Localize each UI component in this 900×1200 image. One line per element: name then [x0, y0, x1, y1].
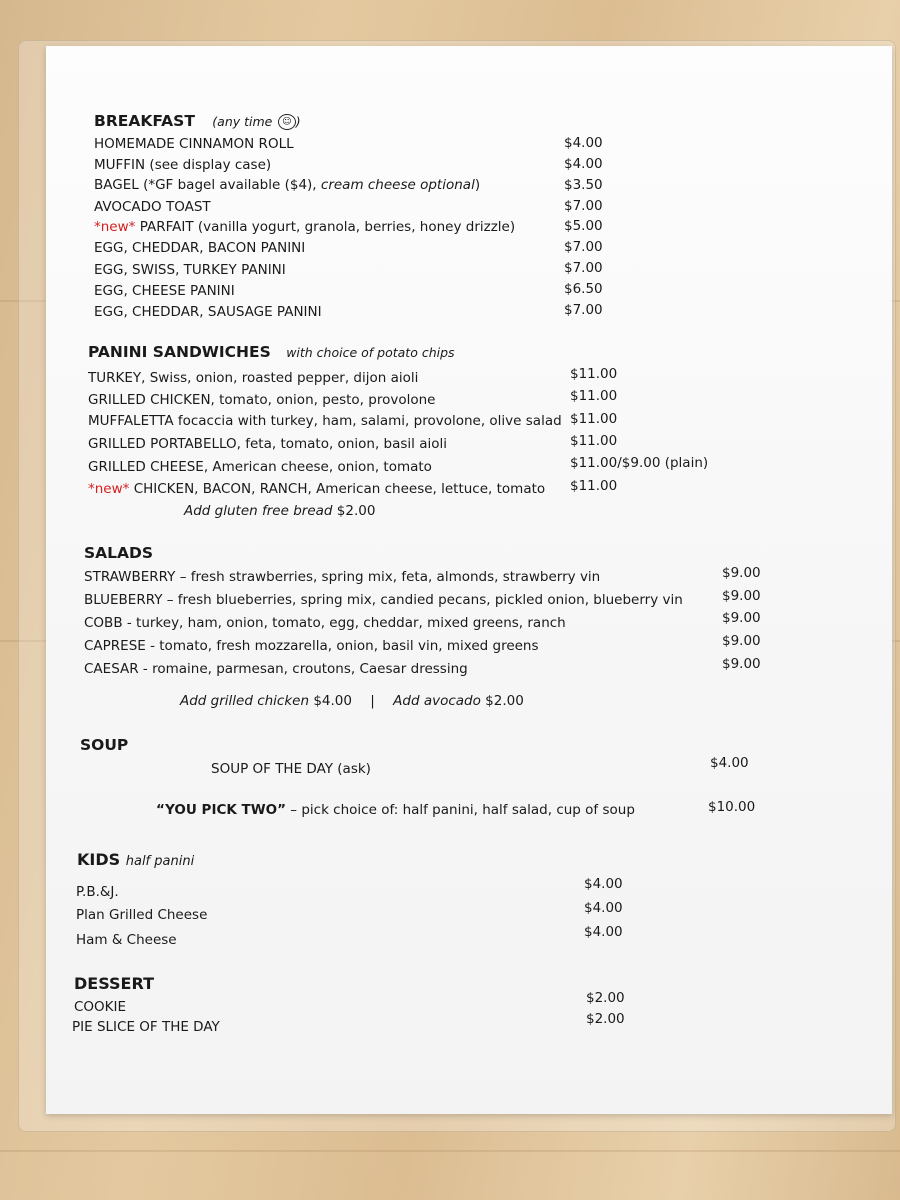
- panini-price: $11.00/$9.00 (plain): [570, 455, 709, 471]
- breakfast-item: BAGEL (*GF bagel available ($4), cream cheese optional): [94, 177, 481, 193]
- breakfast-item: EGG, CHEDDAR, BACON PANINI: [94, 240, 306, 256]
- kids-heading: [77, 850, 194, 869]
- breakfast-item: AVOCADO TOAST: [94, 199, 211, 215]
- panini-price: $11.00: [570, 388, 618, 404]
- breakfast-item: EGG, CHEESE PANINI: [94, 283, 235, 299]
- breakfast-item: HOMEMADE CINNAMON ROLL: [94, 136, 294, 152]
- salad-price: $9.00: [722, 565, 761, 581]
- panini-item: GRILLED CHEESE, American cheese, onion, tomato: [88, 459, 432, 475]
- panini-price: $11.00: [570, 366, 618, 382]
- kids-note: half panini: [125, 854, 195, 869]
- salads-heading: [84, 544, 153, 562]
- breakfast-heading: [94, 112, 301, 130]
- salad-price: $9.00: [722, 610, 761, 626]
- breakfast-price: $6.50: [564, 281, 603, 297]
- salad-price: $9.00: [722, 633, 761, 649]
- kids-price: $4.00: [584, 924, 623, 940]
- new-badge: *new*: [94, 219, 136, 235]
- breakfast-item: *new* PARFAIT (vanilla yogurt, granola, berries, honey drizzle): [94, 219, 516, 235]
- panini-price: $11.00: [570, 433, 618, 449]
- breakfast-note: (any time: [212, 114, 273, 129]
- kids-title: KIDS: [77, 850, 121, 869]
- panini-price: $11.00: [570, 411, 618, 427]
- breakfast-title: BREAKFAST: [94, 112, 195, 130]
- panini-item: MUFFALETTA focaccia with turkey, ham, salami, provolone, olive salad: [88, 413, 562, 429]
- kids-item: Plan Grilled Cheese: [76, 907, 208, 923]
- soup-price: $4.00: [710, 755, 749, 771]
- panini-addon: Add gluten free bread $2.00: [184, 503, 376, 519]
- combo-price: $10.00: [708, 799, 756, 815]
- new-badge: *new*: [88, 481, 130, 497]
- breakfast-item: MUFFIN (see display case): [94, 157, 272, 173]
- salads-title: SALADS: [84, 544, 154, 562]
- panini-item: TURKEY, Swiss, onion, roasted pepper, dijon aioli: [88, 370, 419, 386]
- breakfast-price: $7.00: [564, 260, 603, 276]
- panini-item: *new* CHICKEN, BACON, RANCH, American cheese, lettuce, tomato: [88, 481, 546, 497]
- panini-price: $11.00: [570, 478, 618, 494]
- breakfast-price: $4.00: [564, 135, 603, 151]
- panini-note: with choice of potato chips: [286, 345, 455, 360]
- salad-price: $9.00: [722, 588, 761, 604]
- breakfast-price: $7.00: [564, 239, 603, 255]
- breakfast-price: $4.00: [564, 156, 603, 172]
- salad-price: $9.00: [722, 656, 761, 672]
- soup-heading: [80, 736, 128, 754]
- menu-sheet: [46, 46, 892, 1114]
- kids-price: $4.00: [584, 900, 623, 916]
- breakfast-price: $7.00: [564, 302, 603, 318]
- dessert-item: PIE SLICE OF THE DAY: [72, 1019, 220, 1035]
- dessert-item: COOKIE: [74, 999, 127, 1015]
- combo-item: “YOU PICK TWO” – pick choice of: half panini, half salad, cup of soup: [156, 802, 635, 818]
- breakfast-price: $7.00: [564, 198, 603, 214]
- panini-title: PANINI SANDWICHES: [88, 343, 271, 361]
- soup-title: SOUP: [80, 736, 129, 754]
- breakfast-price: $5.00: [564, 218, 603, 234]
- salad-item: BLUEBERRY – fresh blueberries, spring mix, candied pecans, pickled onion, blueberry vin: [84, 592, 683, 608]
- kids-item: P.B.&J.: [76, 884, 119, 900]
- dessert-title: DESSERT: [74, 974, 154, 993]
- salad-item: STRAWBERRY – fresh strawberries, spring mix, feta, almonds, strawberry vin: [84, 569, 601, 585]
- salad-addons: Add grilled chicken $4.00 | Add avocado $2.00: [180, 693, 524, 709]
- breakfast-note-close: ): [295, 114, 301, 129]
- dessert-price: $2.00: [586, 990, 625, 1006]
- kids-price: $4.00: [584, 876, 623, 892]
- breakfast-price: $3.50: [564, 177, 603, 193]
- salad-item: CAESAR - romaine, parmesan, croutons, Caesar dressing: [84, 661, 468, 677]
- panini-item: GRILLED CHICKEN, tomato, onion, pesto, provolone: [88, 392, 436, 408]
- panini-item: GRILLED PORTABELLO, feta, tomato, onion, basil aioli: [88, 436, 447, 452]
- breakfast-item: EGG, CHEDDAR, SAUSAGE PANINI: [94, 304, 322, 320]
- dessert-heading: [74, 974, 154, 993]
- kids-item: Ham & Cheese: [76, 932, 177, 948]
- breakfast-item: EGG, SWISS, TURKEY PANINI: [94, 262, 286, 278]
- dessert-price: $2.00: [586, 1011, 625, 1027]
- soup-item: SOUP OF THE DAY (ask): [211, 761, 371, 777]
- salad-item: CAPRESE - tomato, fresh mozzarella, onion, basil vin, mixed greens: [84, 638, 539, 654]
- separator: |: [370, 693, 375, 709]
- panini-heading: [88, 343, 455, 361]
- smiley-face-icon: ☺: [278, 114, 296, 130]
- salad-item: COBB - turkey, ham, onion, tomato, egg, cheddar, mixed greens, ranch: [84, 615, 566, 631]
